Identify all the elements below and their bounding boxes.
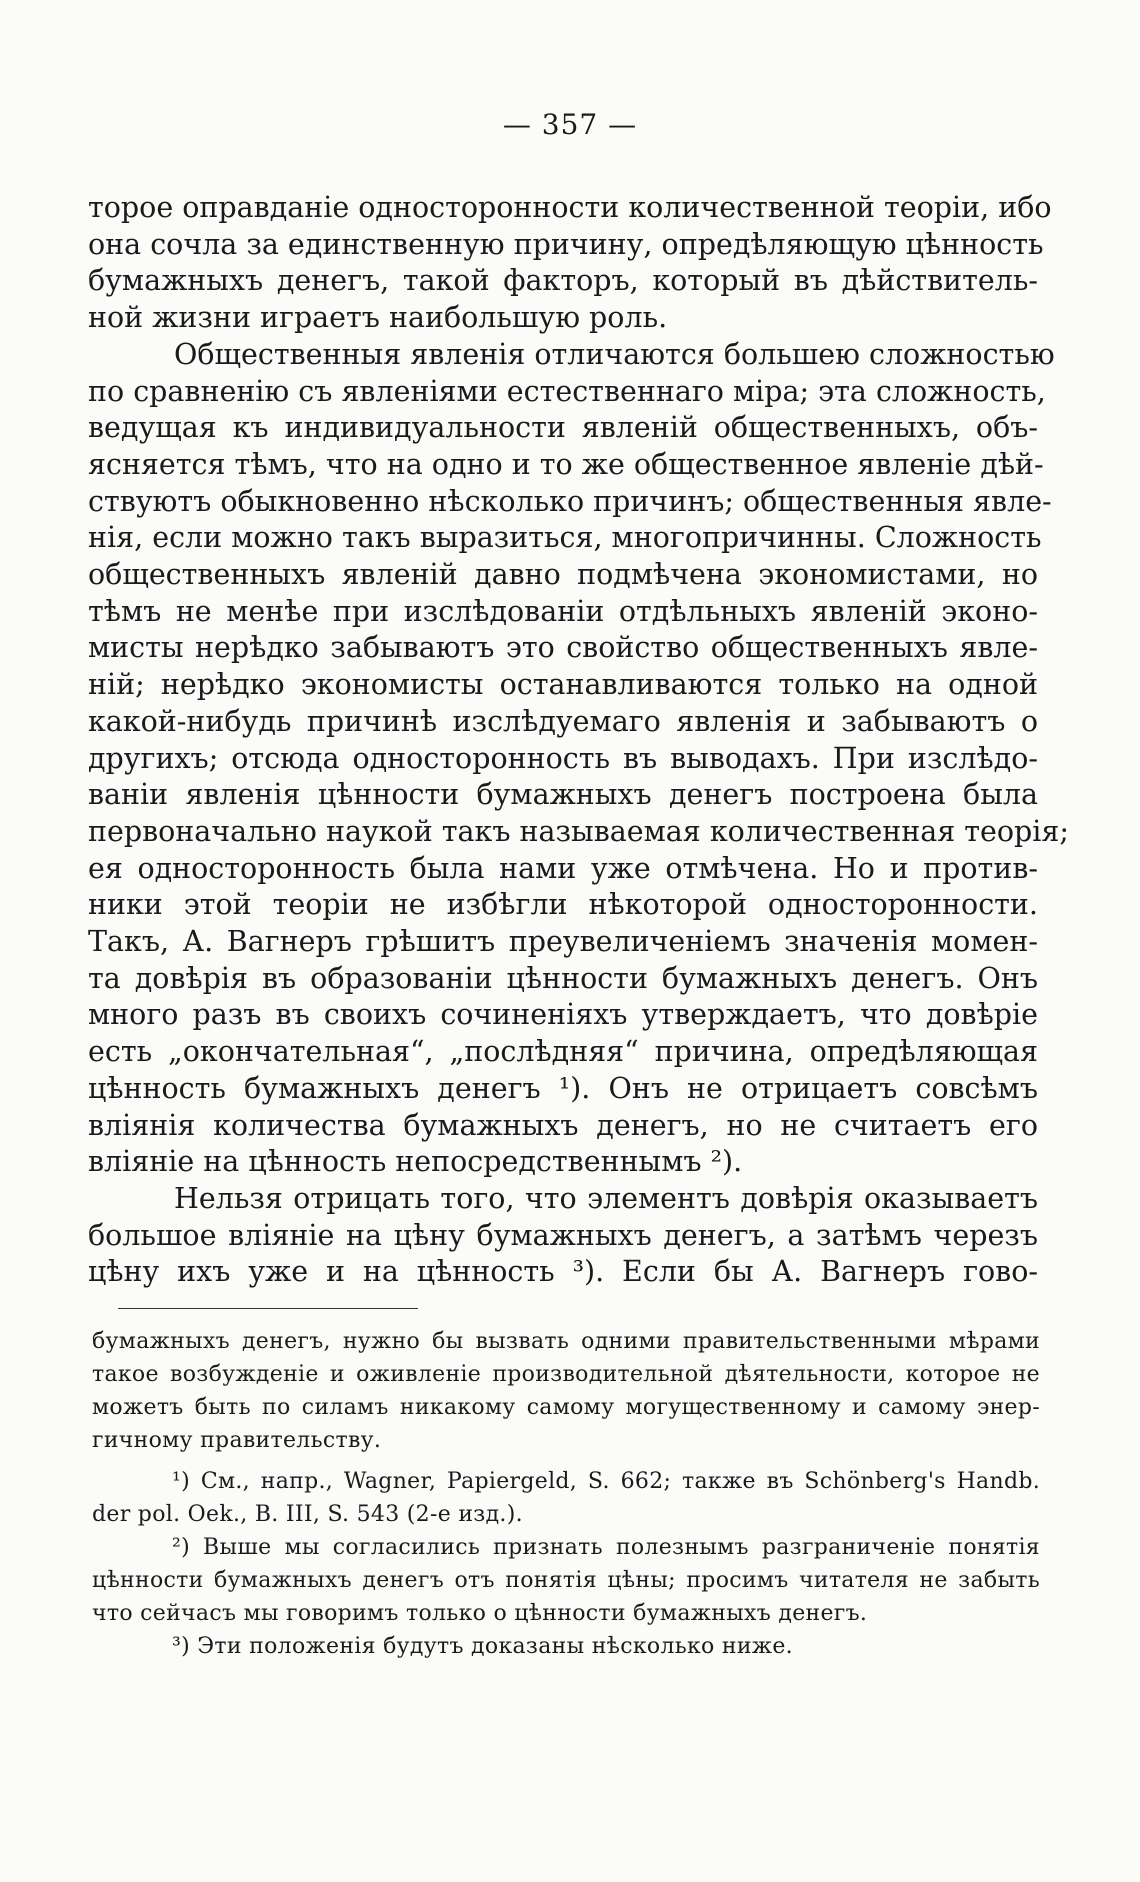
text-line: общественныхъ явленій давно подмѣчена экономистами, но [88,558,1038,592]
footnote-line: der pol. Oek., B. III, S. 543 (2-е изд.). [92,1502,523,1527]
text-line: мисты нерѣдко забываютъ это свойство общественныхъ явле- [88,631,1038,665]
footnote-line: такое возбужденіе и оживленіе производительной дѣятельности, которое не [92,1362,1040,1387]
footnote-2 [92,1531,1040,1630]
text-line: первоначально наукой такъ называемая количественная теорія; [88,814,1069,848]
page-number: — 357 — [502,108,638,141]
text-line: ваніи явленія цѣнности бумажныхъ денегъ построена была [88,778,1038,812]
paragraph-1 [88,190,1052,337]
text-line: Общественныя явленія отличаются большею сложностью [174,337,1055,371]
text-line: другихъ; отсюда односторонность въ выводахъ. При изслѣдо- [88,741,1038,775]
footnote-line: бумажныхъ денегъ, нужно бы вызвать одними правительственными мѣрами [92,1329,1040,1354]
footnote-line: ¹) См., напр., Wagner, Papiergeld, S. 662; также въ Schönberg's Handb. [172,1469,1040,1494]
footnote-line: ²) Выше мы согласились признать полезнымъ разграниченіе понятія [172,1535,1040,1560]
text-line: ній; нерѣдко экономисты останавливаются только на одной [88,668,1038,702]
text-line: по сравненію съ явленіями естественнаго міра; эта сложность, [88,374,1046,408]
footnote-line: цѣнности бумажныхъ денегъ отъ понятія цѣны; просимъ читателя не забыть [92,1568,1040,1593]
footnotes [92,1325,1040,1663]
text-line: Такъ, А. Вагнеръ грѣшитъ преувеличеніемъ значенія момен- [88,925,1038,959]
paragraph-2 [88,337,1069,1181]
text-line: Нельзя отрицать того, что элементъ довѣрія оказываетъ [174,1181,1038,1215]
text-line: ясняется тѣмъ, что на одно и то же общественное явленіе дѣй- [88,447,1044,481]
paragraph-3 [88,1181,1038,1291]
text-line: ной жизни играетъ наибольшую роль. [88,301,668,335]
text-line: большое вліяніе на цѣну бумажныхъ денегъ, а затѣмъ черезъ [88,1218,1038,1252]
text-line: ствуютъ обыкновенно нѣсколько причинъ; общественныя явле- [88,484,1052,518]
footnote-line: что сейчасъ мы говоримъ только о цѣнности бумажныхъ денегъ. [92,1601,868,1626]
text-line: ники этой теоріи не избѣгли нѣкоторой односторонности. [88,888,1038,922]
text-line: цѣнность бумажныхъ денегъ ¹). Онъ не отрицаетъ совсѣмъ [88,1071,1038,1105]
text-line: ея односторонность была нами уже отмѣчена. Но и против- [88,851,1038,885]
text-line: вліяніе на цѣнность непосредственнымъ ²). [88,1145,743,1179]
text-line: она сочла за единственную причину, опредѣляющую цѣнность [88,227,1044,261]
footnote-3 [92,1630,1040,1663]
footnote-1 [92,1465,1040,1531]
text-line: тѣмъ не менѣе при изслѣдованіи отдѣльныхъ явленій эконо- [88,594,1038,628]
text-line: бумажныхъ денегъ, такой факторъ, который въ дѣйствитель- [88,264,1038,298]
text-line: ведущая къ индивидуальности явленій общественныхъ, объ- [88,411,1038,445]
text-line: вліянія количества бумажныхъ денегъ, но не считаетъ его [88,1108,1038,1142]
text-line: та довѣрія въ образованіи цѣнности бумажныхъ денегъ. Онъ [88,961,1038,995]
main-text [88,190,1069,1291]
text-line: есть „окончательная“, „послѣдняя“ причина, опредѣляющая [88,1035,1038,1069]
footnote-continued [92,1325,1040,1457]
text-line: торое оправданіе односторонности количественной теоріи, ибо [88,191,1052,224]
footnote-line: гичному правительству. [92,1428,382,1453]
text-line: какой-нибудь причинѣ изслѣдуемаго явленія и забываютъ о [88,704,1038,738]
text-line: цѣну ихъ уже и на цѣнность ³). Если бы А. Вагнеръ гово- [88,1255,1038,1289]
footnote-separator [118,1308,418,1309]
footnote-line: ³) Эти положенія будутъ доказаны нѣсколько ниже. [172,1634,793,1659]
footnote-line: можетъ быть по силамъ никакому самому могущественному и самому энер- [92,1395,1040,1420]
text-line: нія, если можно такъ выразиться, многопричинны. Сложность [88,521,1042,555]
text-line: много разъ въ своихъ сочиненіяхъ утверждаетъ, что довѣріе [88,998,1038,1032]
